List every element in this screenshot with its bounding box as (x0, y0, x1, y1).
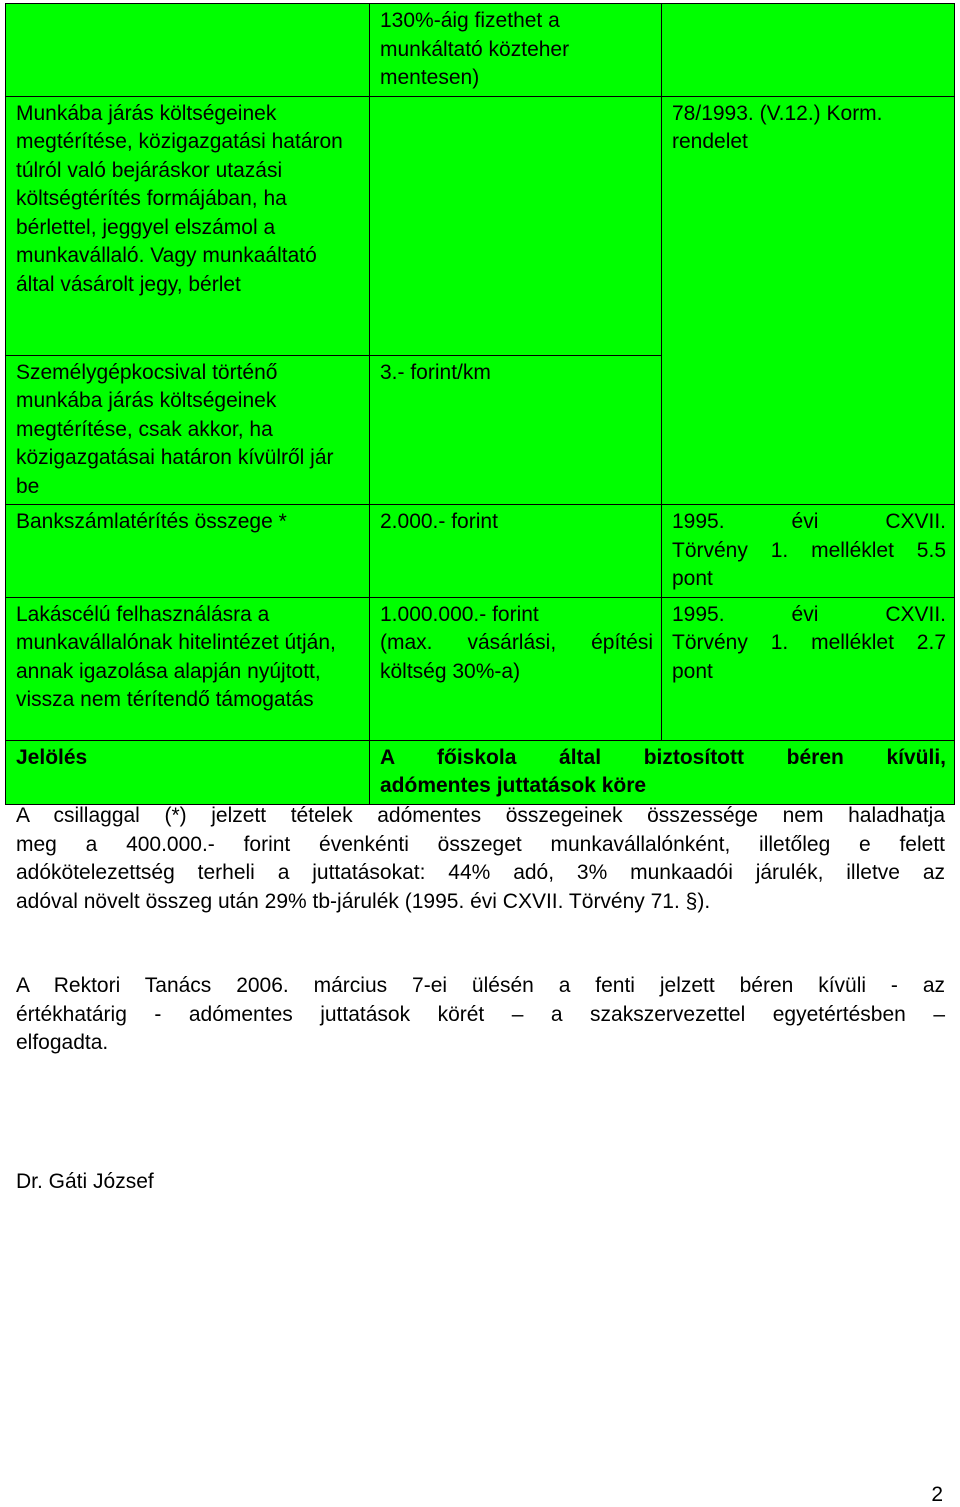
table-cell: 3.- forint/km (370, 355, 662, 505)
table-row (6, 597, 955, 740)
signature: Dr. Gáti József (16, 1170, 154, 1193)
tax-note-paragraph (16, 802, 945, 916)
table-cell: Jelölés (6, 740, 370, 804)
cell-line: A főiskola által biztosított béren kívüli, (380, 745, 946, 769)
table-row (6, 505, 955, 598)
table-cell: 130%-áig fizethet a munkáltató közteher mentesen) (370, 4, 662, 97)
cell-line: Törvény 1. melléklet 5.5 (672, 538, 946, 562)
table-cell (662, 505, 955, 598)
paragraph-line: adókötelezettség terheli a juttatásokat: 44% adó, 3% munkaadói járulék, illetve az (16, 861, 945, 884)
table-cell (370, 96, 662, 355)
table-cell: Bankszámlatérítés összege * (6, 505, 370, 598)
paragraph-line: meg a 400.000.- forint évenkénti összeget munkavállalónként, illetőleg e felett (16, 832, 945, 856)
table-row (6, 4, 955, 97)
table-cell: 78/1993. (V.12.) Korm. rendelet (662, 96, 955, 505)
benefits-table (5, 3, 955, 805)
table-cell (370, 740, 955, 804)
table-cell (662, 4, 955, 97)
paragraph-line: elfogadta. (16, 1031, 109, 1054)
paragraph-line: A csillaggal (*) jelzett tételek adómentes összegeinek összessége nem haladhatja (16, 804, 945, 827)
cell-line: 1.000.000.- forint (380, 602, 539, 626)
table-cell (6, 4, 370, 97)
table-cell (370, 597, 662, 740)
paragraph-line: A Rektori Tanács 2006. március 7-ei ülésén a fenti jelzett béren kívüli - az (16, 974, 945, 997)
table-cell (662, 597, 955, 740)
table-cell: Lakáscélú felhasználásra a munkavállalónak hitelintézet útján, annak igazolása alapján nyújtott, vissza nem térítendő támogatás (6, 597, 370, 740)
cell-line: pont (672, 659, 713, 683)
cell-line: pont (672, 567, 713, 590)
paragraph-line: adóval növelt összeg után 29% tb-járulék (1995. évi CXVII. Törvény 71. §). (16, 889, 711, 913)
approval-paragraph (16, 972, 945, 1058)
table-cell: Személygépkocsival történő munkába járás költségeinek megtérítése, csak akkor, ha közigazgatásai határon kívülről jár be (6, 355, 370, 505)
table-cell: 2.000.- forint (370, 505, 662, 598)
cell-line: 1995. évi CXVII. (672, 602, 946, 626)
cell-line: 1995. évi CXVII. (672, 510, 946, 533)
table-row (6, 96, 955, 355)
cell-line: adómentes juttatások köre (380, 774, 647, 797)
page-number: 2 (931, 1483, 943, 1506)
cell-line: Törvény 1. melléklet 2.7 (672, 631, 946, 654)
paragraph-line: értékhatárig - adómentes juttatások körét – a szakszervezettel egyetértésben – (16, 1002, 945, 1026)
cell-line: (max. vásárlási, építési (380, 631, 653, 654)
table-row (6, 740, 955, 804)
cell-line: költség 30%-a) (380, 659, 521, 683)
table-cell: Munkába járás költségeinek megtérítése, közigazgatási határon túlról való bejáráskor utazási költségtérítés formájában, ha bérlettel, jeggyel elszámol a munkavállaló. Vagy munkaáltató által vásárolt jegy, bérlet (6, 96, 370, 355)
